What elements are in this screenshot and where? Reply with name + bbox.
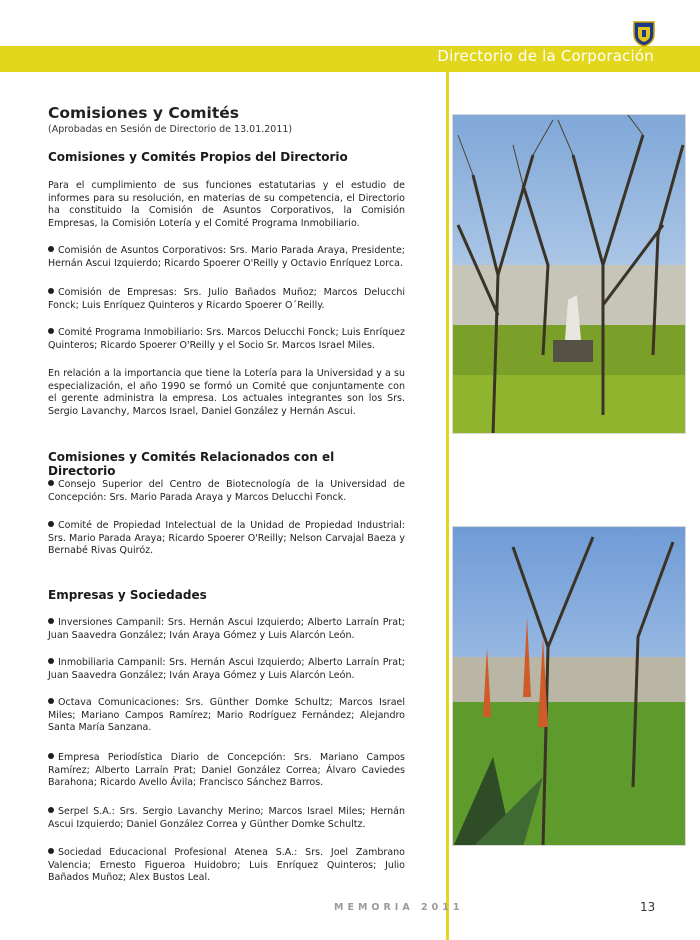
list-item: Comité de Propiedad Intelectual de la Unidad de Propiedad Industrial: Srs. Mario Parada Araya; Ricardo Spoerer O'Reilly; Nelson Carvajal Baeza y Bernabé Rivas Quiróz. bbox=[48, 520, 405, 556]
list-item: Inversiones Campanil: Srs. Hernán Ascui Izquierdo; Alberto Larraín Prat; Juan Saavedra González; Iván Araya Gómez y Luis Alarcón León. bbox=[48, 617, 405, 641]
list-item: Sociedad Educacional Profesional Atenea S.A.: Srs. Joel Zambrano Valencia; Ernesto Figueroa Huidobro; Luis Enríquez Quinteros; Julio Bañados Muñoz; Alex Bustos Leal. bbox=[48, 847, 405, 883]
bullet-icon bbox=[48, 328, 54, 334]
bullet-icon bbox=[48, 521, 54, 527]
outro-paragraph: En relación a la importancia que tiene la Lotería para la Universidad y a su especialización, el año 1990 se formó un Comité que conjuntamente con el gerente administra la empresa. Los actuales integrantes son los Srs. Sergio Lavanchy, Marcos Israel, Daniel González y Hernán Ascui. bbox=[48, 368, 405, 417]
bullet-icon bbox=[48, 246, 54, 252]
list-item: Comité Programa Inmobiliario: Srs. Marcos Delucchi Fonck; Luis Enríquez Quinteros; Ricardo Spoerer O'Reilly y el Socio Sr. Marcos Israel Miles. bbox=[48, 327, 405, 351]
bullet-icon bbox=[48, 288, 54, 294]
bullet-icon bbox=[48, 848, 54, 854]
list-item: Inmobiliaria Campanil: Srs. Hernán Ascui Izquierdo; Alberto Larraín Prat; Juan Saavedra González; Iván Araya Gómez y Luis Alarcón León. bbox=[48, 657, 405, 681]
list-item: Consejo Superior del Centro de Biotecnología de la Universidad de Concepción: Srs. Mario Parada Araya y Marcos Delucchi Fonck. bbox=[48, 479, 405, 503]
list-item: Comisión de Empresas: Srs. Julio Bañados Muñoz; Marcos Delucchi Fonck; Luis Enríquez Quinteros y Ricardo Spoerer O´Reilly. bbox=[48, 287, 405, 311]
bullet-icon bbox=[48, 753, 54, 759]
vertical-accent-line bbox=[446, 72, 449, 940]
campus-photo-aloe bbox=[452, 526, 686, 846]
list-item: Octava Comunicaciones: Srs. Günther Domke Schultz; Marcos Israel Miles; Mariano Campos Ramírez; Mario Rodríguez Fernández; Alejandro Santa María Sanzana. bbox=[48, 697, 405, 733]
university-crest-icon bbox=[633, 21, 655, 47]
bullet-icon bbox=[48, 698, 54, 704]
bullet-icon bbox=[48, 807, 54, 813]
list-item: Empresa Periodística Diario de Concepción: Srs. Mariano Campos Ramírez; Alberto Larraín Prat; Daniel González Correa; Álvaro Caviedes Barahona; Ricardo Avello Ávila; Francisco Sánchez Barros. bbox=[48, 752, 405, 788]
footer-memoria: MEMORIA 2011 bbox=[334, 902, 464, 913]
bullet-icon bbox=[48, 658, 54, 664]
heading-empresas: Empresas y Sociedades bbox=[48, 588, 207, 602]
page-header-title: Directorio de la Corporación bbox=[437, 47, 654, 65]
intro-paragraph: Para el cumplimiento de sus funciones estatutarias y el estudio de informes para su resolución, en materias de su competencia, el Directorio ha constituido la Comisión de Asuntos Corporativos, la Comisión Empresas, la Comisión Lotería y el Comité Programa Inmobiliario. bbox=[48, 180, 405, 229]
page-number: 13 bbox=[640, 900, 656, 914]
heading-propios: Comisiones y Comités Propios del Directorio bbox=[48, 150, 348, 164]
heading-relacionados: Comisiones y Comités Relacionados con el Directorio bbox=[48, 450, 335, 478]
bullet-icon bbox=[48, 480, 54, 486]
campus-photo-statue bbox=[452, 114, 686, 434]
list-item: Comisión de Asuntos Corporativos: Srs. Mario Parada Araya, Presidente; Hernán Ascui Izquierdo; Ricardo Spoerer O'Reilly y Octavio Enríquez Lorca. bbox=[48, 245, 405, 269]
list-item: Serpel S.A.: Srs. Sergio Lavanchy Merino; Marcos Israel Miles; Hernán Ascui Izquierdo; Daniel González Correa y Günther Domke Schultz. bbox=[48, 806, 405, 830]
bullet-icon bbox=[48, 618, 54, 624]
section-subtitle: (Aprobadas en Sesión de Directorio de 13.01.2011) bbox=[48, 124, 293, 135]
section-title: Comisiones y Comités bbox=[48, 104, 239, 122]
